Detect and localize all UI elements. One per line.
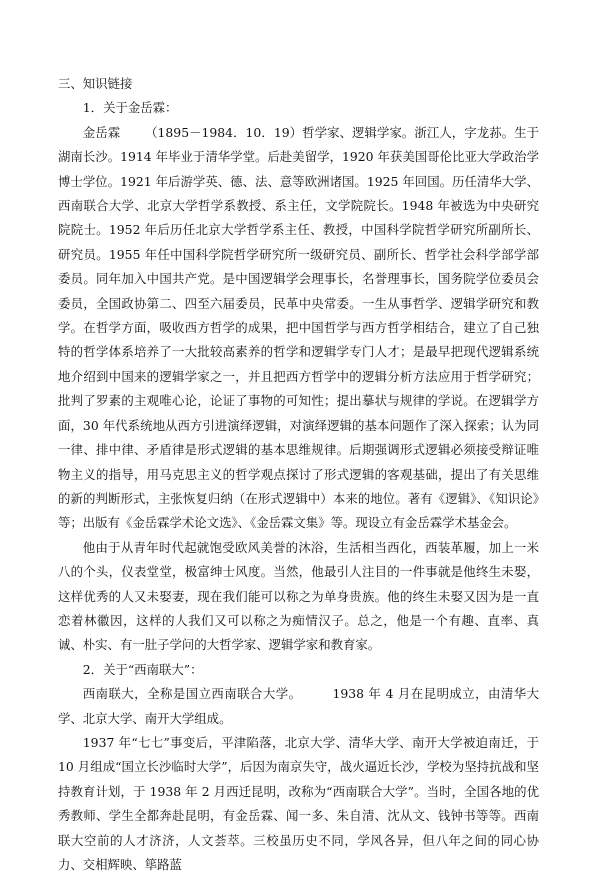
document-page xyxy=(58,72,539,877)
section-title: 三、知识链接 xyxy=(58,76,133,91)
item2-para1-a: 西南联大，全称是国立西南联合大学。 xyxy=(82,686,302,702)
item2-paragraph-2: 1937 年“七七”事变后，平津陷落，北京大学、清华大学、南开大学被迫南迁，于 10 月组成“国立长沙临时大学”，后因为南京失守，战火逼近长沙，学校为坚持抗战和坚持教育计划，于 1938 年 2 月西迁昆明，改称为“西南联合大学”。当时，全国各地的优秀教师、学生全都奔赴昆明，有金岳霖、闻一多、朱自清、沈从文、钱钟书等等。西南联大空前的人才济济，人文荟萃。三校虽历史不同，学风各异，但八年之间的同心协力、交相辉映、筚路蓝 xyxy=(58,734,539,872)
person-name: 金岳霖 xyxy=(82,124,121,140)
item1-paragraph-2: 他由于从青年时代起就饱受欧风美誉的沐浴，生活相当西化，西装革履，加上一米八的个头，仪表堂堂，极富绅士风度。当然，他最引人注目的一件事就是他终生未娶，这样优秀的人又未娶妻，现在我们能可以称之为单身贵族。他的终生未娶又因为是一直恋着林徽因，这样的人我们又可以称之为痴情汉子。总之，他是一个有趣、直率、真诚、朴实、有一肚子学问的大哲学家、逻辑学家和教育家。 xyxy=(58,539,539,653)
bio-text: （1895－1984．10．19）哲学家、逻辑学家。浙江人，字龙荪。生于湖南长沙。1914 年毕业于清华学堂。后赴美留学，1920 年获美国哥伦比亚大学政治学博士学位。1921 年后游学英、德、法、意等欧洲诸国。1925 年回国。历任清华大学、西南联合大学、北京大学哲学系教授、系主任，文学院院长。1948 年被选为中央研究院院士。1952 年后历任北京大学哲学系主任、教授，中国科学院哲学研究所副所长、研究员。1955 年任中国科学院哲学研究所一级研究员、副所长、哲学社会科学部学部委员。同年加入中国共产党。是中国逻辑学会理事长，名誉理事长，国务院学位委员会委员，全国政协第二、四至六届委员，民革中央常委。一生从事哲学、逻辑学研究和教学。在哲学方面，吸收西方哲学的成果，把中国哲学与西方哲学相结合，建立了自己独特的哲学体系培养了一大批较高素养的哲学和逻辑学专门人才；是最早把现代逻辑系统地介绍到中国来的逻辑学家之一，并且把西方哲学中的逻辑分析方法应用于哲学研究；批判了罗素的主观唯心论，论证了事物的可知性；提出摹状与规律的学说。在逻辑学方面，30 年代系统地从西方引进演绎逻辑，对演绎逻辑的基本问题作了深入探索；认为同一律、排中律、矛盾律是形式逻辑的基本思维规律。后期强调形式逻辑必须接受辩证唯物主义的指导，用马克思主义的哲学观点探讨了形式逻辑的客观基础，提出了有关思维的新的判断形式，主张恢复归纳（在形式逻辑中）本来的地位。著有《逻辑》、《知识论》等；出版有《金岳霖学术论文选》、《金岳霖文集》等。现设立有金岳霖学术基金会。 xyxy=(58,124,539,531)
item1-bio-paragraph xyxy=(58,121,539,536)
item1-heading: 1．关于金岳霖： xyxy=(82,100,178,116)
item2-heading: 2．关于“西南联大”： xyxy=(82,661,203,677)
item2-paragraph-1 xyxy=(58,682,539,731)
item2-para1-b: 1938 年 4 月在昆明成立，由清华大学、北京大学、南开大学组成。 xyxy=(58,686,540,726)
